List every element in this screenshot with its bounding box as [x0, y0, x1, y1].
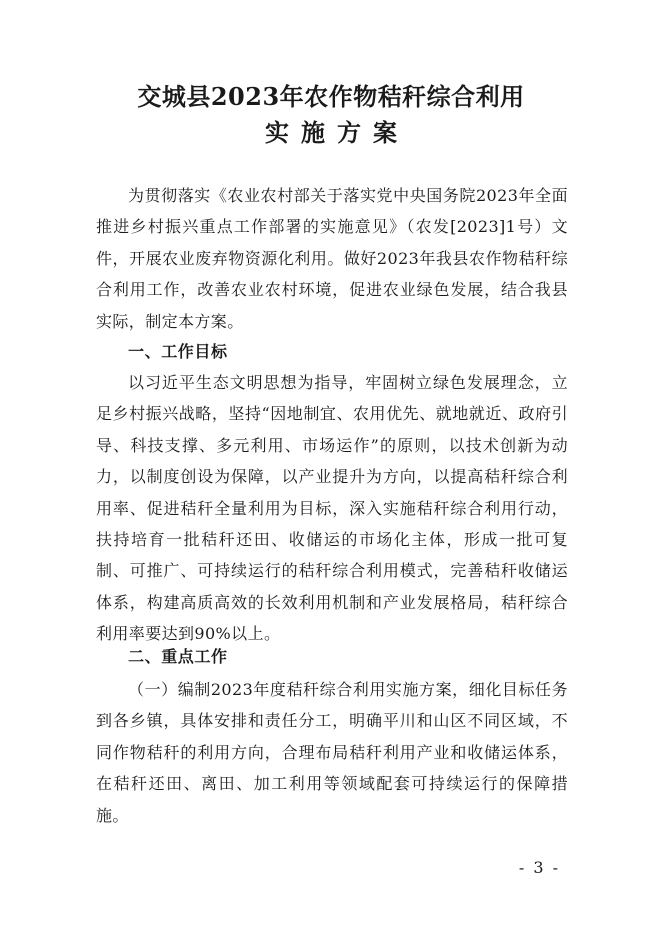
section2-heading: 二、重点工作: [128, 647, 228, 666]
section2-item1-paragraph: （一）编制2023年度秸秆综合利用实施方案，细化目标任务到各乡镇，具体安排和责任分工，明确平川和山区不同区域，不同作物秸秆的利用方向，合理布局秸秆利用产业和收储运体系，在秸秆还田、离田、加工利用等领域配套可持续运行的保障措施。: [96, 680, 568, 825]
page-number: - 3 -: [518, 858, 560, 877]
intro-paragraph: 为贯彻落实《农业农村部关于落实党中央国务院2023年全面推进乡村振兴重点工作部署的实施意见》（农发[2023]1号）文件，开展农业废弃物资源化利用。做好2023年我县农作物秸秆综合利用工作，改善农业农村环境，促进农业绿色发展，结合我县实际，制定本方案。: [96, 186, 568, 331]
document-title-line2: 实施方案: [265, 118, 409, 147]
section1-paragraph: 以习近平生态文明思想为指导，牢固树立绿色发展理念，立足乡村振兴战略，坚持“因地制宜、农用优先、就地就近、政府引导、科技支撑、多元利用、市场运作”的原则，以技术创新为动力，以制度创设为保障，以产业提升为方向，以提高秸秆综合利用率、促进秸秆全量利用为目标，深入实施秸秆综合利用行动，扶持培育一批秸秆还田、收储运的市场化主体，形成一批可复制、可推广、可持续运行的秸秆综合利用模式，完善秸秆收储运体系，构建高质高效的长效利用机制和产业发展格局，秸秆综合利用率要达到90%以上。: [96, 373, 568, 644]
section1-heading: 一、工作目标: [128, 342, 228, 361]
document-title-line1: 交城县2023年农作物秸秆综合利用: [137, 82, 525, 111]
